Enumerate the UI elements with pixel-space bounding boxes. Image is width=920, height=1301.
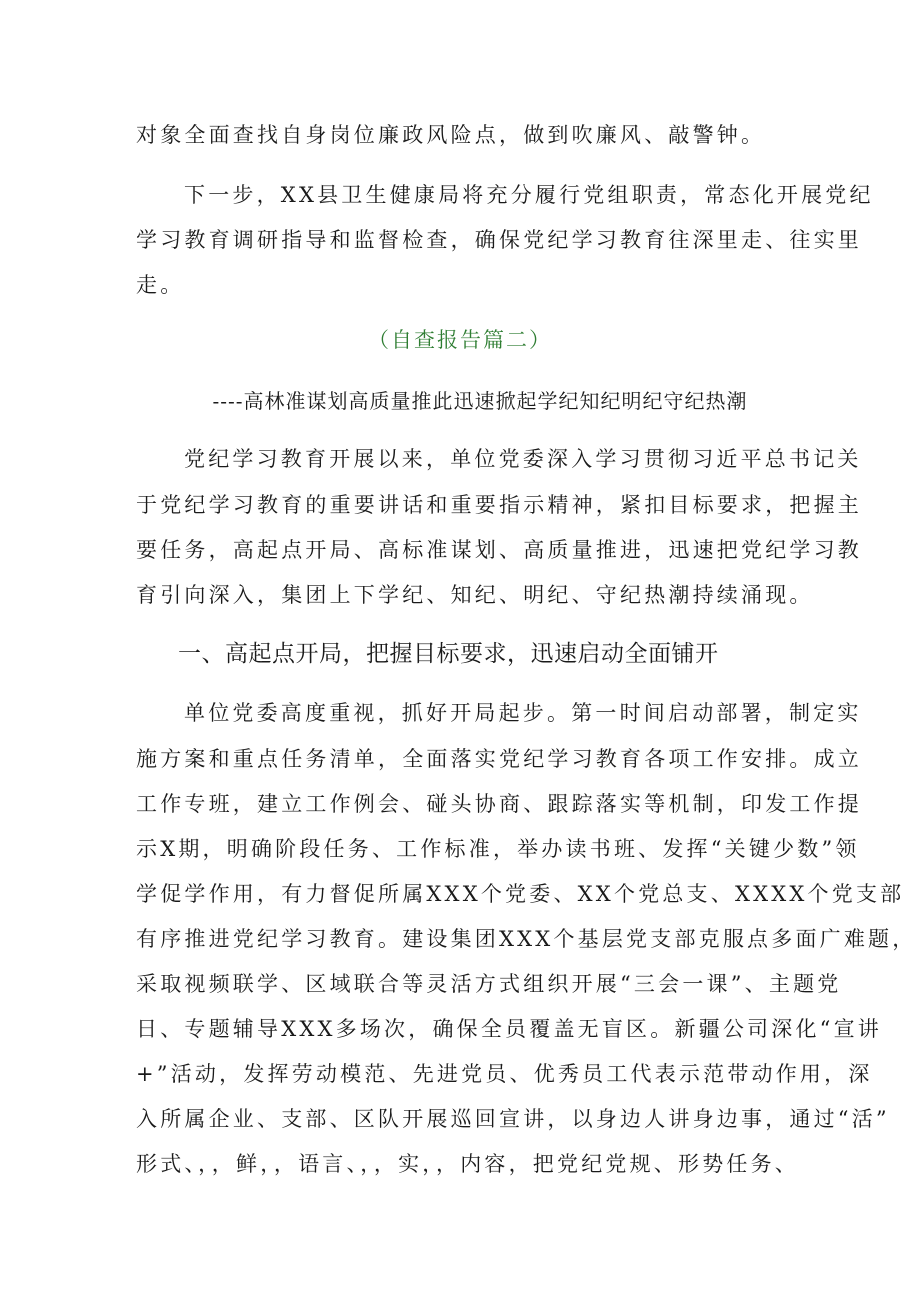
paragraph-line: 有序推进党纪学习教育。建设集团XXX个基层党支部克服点多面广难题， bbox=[136, 927, 917, 951]
paragraph-line: 施方案和重点任务清单，全面落实党纪学习教育各项工作安排。成立 bbox=[136, 747, 862, 771]
paragraph-line: 学习教育调研指导和监督检查，确保党纪学习教育往深里走、往实里 bbox=[136, 228, 862, 252]
paragraph-line: 育引向深入，集团上下学纪、知纪、明纪、守纪热潮持续涌现。 bbox=[136, 583, 814, 607]
paragraph-line: 下一步，XX县卫生健康局将充分履行党组职责，常态化开展党纪 bbox=[184, 183, 874, 207]
paragraph-line: 日、专题辅导XXX多场次，确保全员覆盖无盲区。新疆公司深化“宣讲 bbox=[136, 1017, 882, 1041]
paragraph-line: 走。 bbox=[136, 273, 185, 297]
section-heading: 一、高起点开局，把握目标要求，迅速启动全面铺开 bbox=[178, 641, 719, 667]
paragraph-line: 工作专班，建立工作例会、碰头协商、跟踪落实等机制，印发工作提 bbox=[136, 792, 862, 816]
paragraph-line: 采取视频联学、区域联合等灵活方式组织开展“三会一课”、主题党 bbox=[136, 972, 842, 996]
paragraph-line: 党纪学习教育开展以来，单位党委深入学习贯彻习近平总书记关 bbox=[184, 447, 862, 471]
paragraph-line: 单位党委高度重视，抓好开局起步。第一时间启动部署，制定实 bbox=[184, 701, 862, 725]
report-title: （自查报告篇二） bbox=[368, 328, 552, 352]
paragraph-line: 形式、，，鲜，，语言、，，实，，内容，把党纪党规、形势任务、 bbox=[136, 1152, 799, 1176]
paragraph-line: +”活动，发挥劳动模范、先进党员、优秀员工代表示范带动作用，深 bbox=[136, 1062, 873, 1086]
paragraph-line: 于党纪学习教育的重要讲话和重要指示精神，紧扣目标要求，把握主 bbox=[136, 493, 862, 517]
paragraph-line: 入所属企业、支部、区队开展巡回宣讲，以身边人讲身边事，通过“活” bbox=[136, 1107, 890, 1131]
paragraph-line: 对象全面查找自身岗位廉政风险点，做到吹廉风、敲警钟。 bbox=[136, 123, 766, 147]
paragraph-line: 示X期，明确阶段任务、工作标准，举办读书班、发挥“关键少数”领 bbox=[136, 837, 860, 861]
paragraph-line: 要任务，高起点开局、高标准谋划、高质量推进，迅速把党纪学习教 bbox=[136, 538, 862, 562]
report-subtitle: ----高林准谋划高质量推此迅速掀起学纪知纪明纪守纪热潮 bbox=[212, 389, 748, 413]
paragraph-line: 学促学作用，有力督促所属XXX个党委、XX个党总支、XXXX个党支部 bbox=[136, 882, 905, 906]
